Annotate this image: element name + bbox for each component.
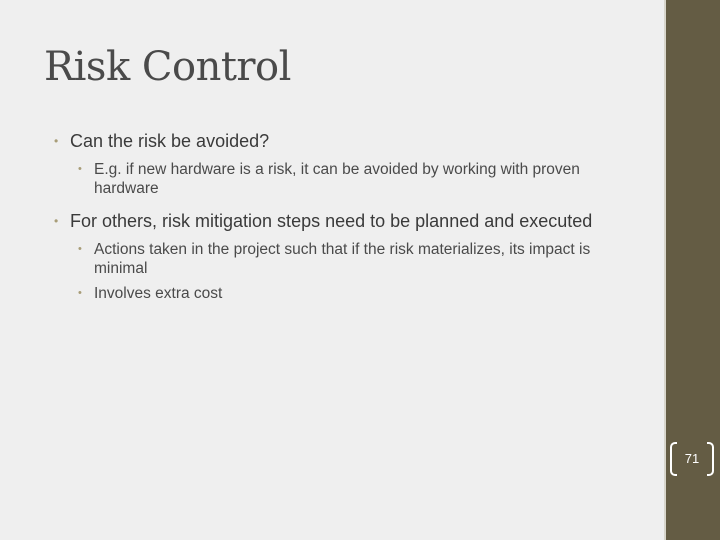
bullet-icon: • (78, 163, 82, 175)
bullet-item (54, 130, 624, 198)
bullet-text: For others, risk mitigation steps need to be planned and executed (70, 211, 593, 231)
bullet-icon: • (54, 134, 59, 148)
sub-bullet-item (70, 240, 624, 278)
sub-bullet-item (70, 284, 624, 303)
bullet-icon: • (78, 243, 82, 255)
sub-bullet-text: E.g. if new hardware is a risk, it can be avoided by working with proven hardware (94, 161, 580, 197)
sub-bullet-list (70, 160, 624, 198)
sub-bullet-list (70, 240, 624, 303)
sub-bullet-item (70, 160, 624, 198)
sub-bullet-text: Actions taken in the project such that if the risk materializes, its impact is minimal (94, 241, 591, 277)
bullet-text: Can the risk be avoided? (70, 131, 270, 151)
bullet-icon: • (54, 214, 59, 228)
page-number-box (668, 442, 716, 476)
sub-bullet-text: Involves extra cost (94, 285, 223, 302)
bullet-icon: • (78, 287, 82, 299)
slide-title: Risk Control (44, 44, 291, 90)
bullet-item (54, 210, 624, 303)
page-number: 71 (684, 451, 700, 466)
bullet-list (54, 130, 624, 315)
